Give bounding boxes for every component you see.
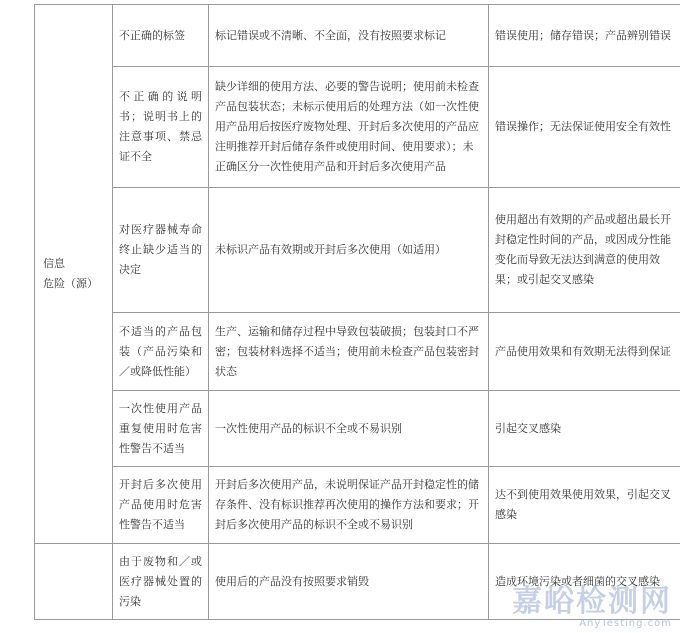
table-row — [35, 188, 680, 313]
watermark-text-en: AnyTesting.com — [579, 618, 672, 629]
hazard-cell: 不适当的产品包装（产品污染和／或降低性能） — [113, 313, 209, 391]
cause-cell: 缺少详细的使用方法、必要的警告说明；使用前未检查产品包装状态；未标示使用后的处理方法（如一次性使用产品用后按医疗废物处理、开封后多次使用的产品应注明推荐开封后储存条件或使用时间、使用要求）；未正确区分一次性使用产品和开封后多次使用产品 — [209, 67, 489, 188]
watermark-text-cn: 嘉峪检测网 — [512, 584, 672, 619]
cause-cell: 使用后的产品没有按照要求销毁 — [209, 544, 489, 620]
hazard-cell: 对医疗器械寿命终止缺少适当的决定 — [113, 188, 209, 313]
category-label-line1: 信息 — [43, 257, 65, 270]
hazard-cell: 不正确的标签 — [113, 5, 209, 67]
cause-cell: 生产、运输和储存过程中导致包装破损；包装封口不严密；包装材料选择不适当；使用前未检查产品包装密封状态 — [209, 313, 489, 391]
result-cell: 引起交叉感染 — [489, 391, 680, 467]
hazard-cell: 开封后多次使用产品使用时危害性警告不适当 — [113, 467, 209, 544]
cause-cell: 开封后多次使用产品，未说明保证产品开封稳定性的储存条件、没有标识推荐再次使用的操作方法和要求；开封后多次使用产品的标识不全或不易识别 — [209, 467, 489, 544]
result-cell: 错误使用；储存错误；产品辨别错误 — [489, 5, 680, 67]
table-row — [35, 544, 680, 620]
cause-cell: 标记错误或不清晰、不全面，没有按照要求标记 — [209, 5, 489, 67]
category-cell — [35, 5, 113, 544]
hazard-cell: 不正确的说明书；说明书上的注意事项、禁忌证不全 — [113, 67, 209, 188]
result-cell: 造成环境污染或者细菌的交叉感染 — [489, 544, 680, 620]
hazard-table — [34, 4, 680, 620]
table-row — [35, 467, 680, 544]
table-row — [35, 67, 680, 188]
cause-cell: 一次性使用产品的标识不全或不易识别 — [209, 391, 489, 467]
result-cell: 产品使用效果和有效期无法得到保证 — [489, 313, 680, 391]
result-cell: 错误操作；无法保证使用安全有效性 — [489, 67, 680, 188]
hazard-cell: 一次性使用产品重复使用时危害性警告不适当 — [113, 391, 209, 467]
hazard-cell: 由于废物和／或医疗器械处置的污染 — [113, 544, 209, 620]
table-row — [35, 313, 680, 391]
result-cell: 达不到使用效果使用效果，引起交叉感染 — [489, 467, 680, 544]
cause-cell: 未标识产品有效期或开封后多次使用（如适用） — [209, 188, 489, 313]
result-cell: 使用超出有效期的产品或超出最长开封稳定性时间的产品，或因成分性能变化而导致无法达到满意的使用效果；或引起交叉感染 — [489, 188, 680, 313]
category-cell-empty — [35, 544, 113, 620]
table-row — [35, 5, 680, 67]
category-label-line2: 危险（源） — [43, 277, 98, 290]
table-row — [35, 391, 680, 467]
